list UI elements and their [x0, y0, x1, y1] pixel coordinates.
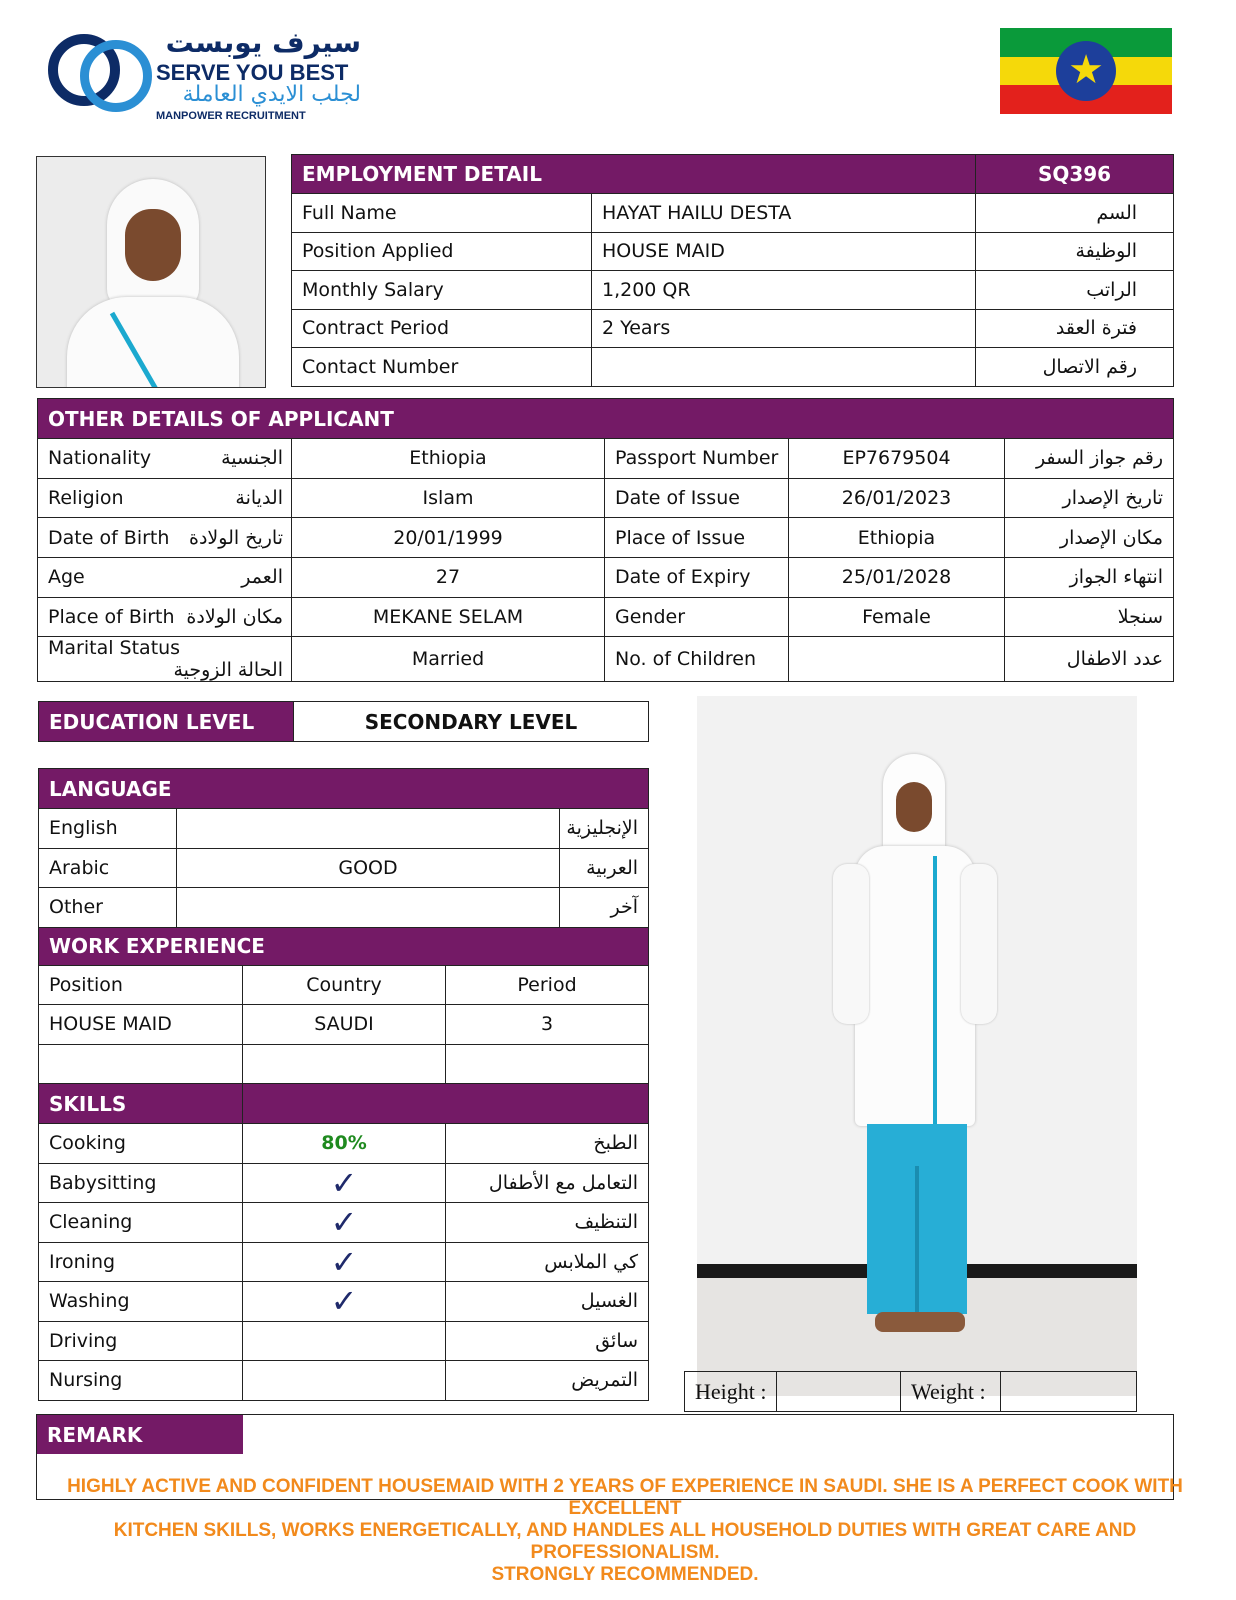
skill-row [39, 1163, 649, 1203]
work-country [243, 1044, 446, 1084]
other-value: Married [292, 637, 605, 682]
language-work-skills-table [38, 768, 649, 1401]
remark-line: HIGHLY ACTIVE AND CONFIDENT HOUSEMAID WITH 2 YEARS OF EXPERIENCE IN SAUDI. SHE IS A PERFECT COOK WITH EXCELLENT [67, 1476, 1183, 1519]
tunic-shape [855, 846, 975, 1126]
logo-emblem-ring-icon [80, 40, 152, 112]
work-column-position: Position [39, 965, 243, 1005]
other-value: MEKANE SELAM [292, 597, 605, 637]
other-value-2: 25/01/2028 [789, 558, 1005, 598]
left-sleeve-shape [833, 864, 869, 1024]
other-value-2: 26/01/2023 [789, 478, 1005, 518]
skill-arabic-label: التنظيف [446, 1203, 649, 1243]
skill-label: Driving [39, 1321, 243, 1361]
weight-label: Weight : [901, 1372, 1001, 1412]
skill-row [39, 1282, 649, 1322]
skill-check-icon: ✓ [243, 1242, 446, 1282]
other-label-2: Gender [605, 597, 789, 637]
skill-row [39, 1321, 649, 1361]
other-label: Date of Birth [48, 526, 170, 549]
other-label-cell [38, 518, 292, 558]
education-level-label: EDUCATION LEVEL [39, 702, 294, 742]
company-logo [36, 22, 381, 134]
language-arabic-label: آخر [560, 888, 649, 928]
employment-arabic-label: فترة العقد [976, 309, 1174, 348]
applicant-portrait-photo [36, 156, 266, 388]
skill-label: Babysitting [39, 1163, 243, 1203]
other-details-row [38, 478, 1174, 518]
logo-english-title: SERVE YOU BEST [156, 60, 349, 85]
other-arabic-label: مكان الولادة [186, 606, 283, 629]
other-details-header: OTHER DETAILS OF APPLICANT [38, 399, 1174, 439]
other-label-2: No. of Children [605, 637, 789, 682]
face-shape [896, 782, 932, 832]
employment-value: 2 Years [592, 309, 976, 348]
employment-value: 1,200 QR [592, 271, 976, 310]
weight-value [1001, 1372, 1137, 1412]
employment-arabic-label: السم [976, 194, 1174, 233]
other-value: Islam [292, 478, 605, 518]
employment-label: Contact Number [292, 348, 592, 387]
other-label: Marital Status [48, 637, 181, 660]
other-label-cell [38, 637, 292, 682]
other-arabic-label-2: تاريخ الإصدار [1005, 478, 1174, 518]
language-value [177, 809, 560, 849]
employment-row [292, 271, 1174, 310]
other-arabic-label-2: مكان الإصدار [1005, 518, 1174, 558]
feet-shape [875, 1312, 965, 1332]
other-arabic-label: الحالة الزوجية [173, 659, 283, 682]
other-label-cell [38, 597, 292, 637]
skill-label: Cleaning [39, 1203, 243, 1243]
other-label: Place of Birth [48, 606, 175, 629]
face-shape [125, 209, 181, 281]
language-label: English [39, 809, 177, 849]
employment-row [292, 232, 1174, 271]
skill-check-icon: ✓ [243, 1282, 446, 1322]
skill-arabic-label: سائق [446, 1321, 649, 1361]
employment-value [592, 348, 976, 387]
education-level-value: SECONDARY LEVEL [294, 702, 649, 742]
tunic-trim-shape [933, 856, 937, 1126]
skill-row [39, 1203, 649, 1243]
work-period: 3 [446, 1005, 649, 1045]
other-arabic-label-2: عدد الاطفال [1005, 637, 1174, 682]
language-arabic-label: العربية [560, 848, 649, 888]
education-table [38, 701, 649, 742]
skill-row [39, 1242, 649, 1282]
employment-label: Contract Period [292, 309, 592, 348]
other-details-row [38, 518, 1174, 558]
other-value-2: Ethiopia [789, 518, 1005, 558]
other-details-row [38, 637, 1174, 682]
work-column-period: Period [446, 965, 649, 1005]
skill-row [39, 1124, 649, 1164]
logo-arabic-subtitle: لجلب الايدي العاملة [182, 82, 361, 107]
other-arabic-label: تاريخ الولادة [189, 526, 283, 549]
other-value: 20/01/1999 [292, 518, 605, 558]
flag-emblem-icon: ★ [1056, 41, 1116, 101]
work-position [39, 1044, 243, 1084]
other-details-row [38, 597, 1174, 637]
height-weight-table [684, 1371, 1137, 1412]
logo-arabic-title: سيرف يوبست [165, 26, 361, 59]
skill-label: Cooking [39, 1124, 243, 1164]
work-column-country: Country [243, 965, 446, 1005]
language-arabic-label: الإنجليزية [560, 809, 649, 849]
work-period [446, 1044, 649, 1084]
other-label-2: Place of Issue [605, 518, 789, 558]
skill-label: Ironing [39, 1242, 243, 1282]
other-details-row [38, 439, 1174, 479]
other-value: Ethiopia [292, 439, 605, 479]
other-details-row [38, 558, 1174, 598]
remark-line: KITCHEN SKILLS, WORKS ENERGETICALLY, AND HANDLES ALL HOUSEHOLD DUTIES WITH GREAT CARE AND PROFESSIONALISM. [113, 1520, 1137, 1563]
employment-value: HAYAT HAILU DESTA [592, 194, 976, 233]
work-position: HOUSE MAID [39, 1005, 243, 1045]
language-row [39, 888, 649, 928]
language-header: LANGUAGE [39, 769, 649, 809]
remark-text [30, 1476, 1220, 1586]
language-value: GOOD [177, 848, 560, 888]
logo-english-subtitle: MANPOWER RECRUITMENT [156, 110, 306, 122]
other-value-2: EP7679504 [789, 439, 1005, 479]
remark-header: REMARK [37, 1415, 243, 1454]
skill-arabic-label: التعامل مع الأطفال [446, 1163, 649, 1203]
employment-arabic-label: رقم الاتصال [976, 348, 1174, 387]
other-label-cell [38, 558, 292, 598]
other-label-2: Date of Issue [605, 478, 789, 518]
employment-label: Position Applied [292, 232, 592, 271]
employment-row [292, 309, 1174, 348]
employment-label: Full Name [292, 194, 592, 233]
other-details-table [37, 398, 1174, 682]
language-label: Arabic [39, 848, 177, 888]
other-arabic-label: الديانة [235, 487, 283, 510]
work-row [39, 1044, 649, 1084]
other-arabic-label: الجنسية [221, 447, 283, 470]
skill-level [243, 1321, 446, 1361]
height-value [777, 1372, 901, 1412]
employment-arabic-label: الراتب [976, 271, 1174, 310]
work-country: SAUDI [243, 1005, 446, 1045]
other-label: Age [48, 566, 85, 589]
employment-row [292, 348, 1174, 387]
other-value: 27 [292, 558, 605, 598]
skill-arabic-label: الطبخ [446, 1124, 649, 1164]
height-label: Height : [685, 1372, 777, 1412]
ethiopia-flag [1000, 28, 1172, 114]
skills-header-blank [243, 1084, 649, 1124]
skill-check-icon: ✓ [243, 1163, 446, 1203]
language-row [39, 809, 649, 849]
work-row [39, 1005, 649, 1045]
uniform-shape [67, 297, 239, 388]
other-label: Nationality [48, 447, 152, 470]
other-label-cell [38, 478, 292, 518]
skill-arabic-label: كي الملابس [446, 1242, 649, 1282]
employment-value: HOUSE MAID [592, 232, 976, 271]
skill-level [243, 1361, 446, 1401]
trouser-gap-shape [915, 1166, 919, 1314]
skill-label: Washing [39, 1282, 243, 1322]
skill-arabic-label: الغسيل [446, 1282, 649, 1322]
skill-label: Nursing [39, 1361, 243, 1401]
applicant-code: SQ396 [976, 155, 1174, 194]
employment-detail-table [291, 154, 1174, 387]
remark-line: STRONGLY RECOMMENDED. [491, 1564, 759, 1585]
employment-detail-header: EMPLOYMENT DETAIL [292, 155, 976, 194]
work-columns-row [39, 965, 649, 1005]
language-row [39, 848, 649, 888]
applicant-full-body-photo [697, 696, 1137, 1396]
employment-arabic-label: الوظيفة [976, 232, 1174, 271]
skill-arabic-label: التمريض [446, 1361, 649, 1401]
other-label-2: Passport Number [605, 439, 789, 479]
right-sleeve-shape [961, 864, 997, 1024]
skill-row [39, 1361, 649, 1401]
skill-level: 80% [243, 1124, 446, 1164]
other-label-cell [38, 439, 292, 479]
work-experience-header: WORK EXPERIENCE [39, 927, 649, 965]
other-arabic-label: العمر [241, 566, 283, 589]
skill-check-icon: ✓ [243, 1203, 446, 1243]
skills-header: SKILLS [39, 1084, 243, 1124]
other-label-2: Date of Expiry [605, 558, 789, 598]
other-arabic-label-2: رقم جواز السفر [1005, 439, 1174, 479]
other-arabic-label-2: انتهاء الجواز [1005, 558, 1174, 598]
language-label: Other [39, 888, 177, 928]
language-value [177, 888, 560, 928]
other-label: Religion [48, 487, 124, 510]
other-value-2: Female [789, 597, 1005, 637]
other-value-2 [789, 637, 1005, 682]
employment-label: Monthly Salary [292, 271, 592, 310]
other-arabic-label-2: سنجلا [1005, 597, 1174, 637]
employment-row [292, 194, 1174, 233]
